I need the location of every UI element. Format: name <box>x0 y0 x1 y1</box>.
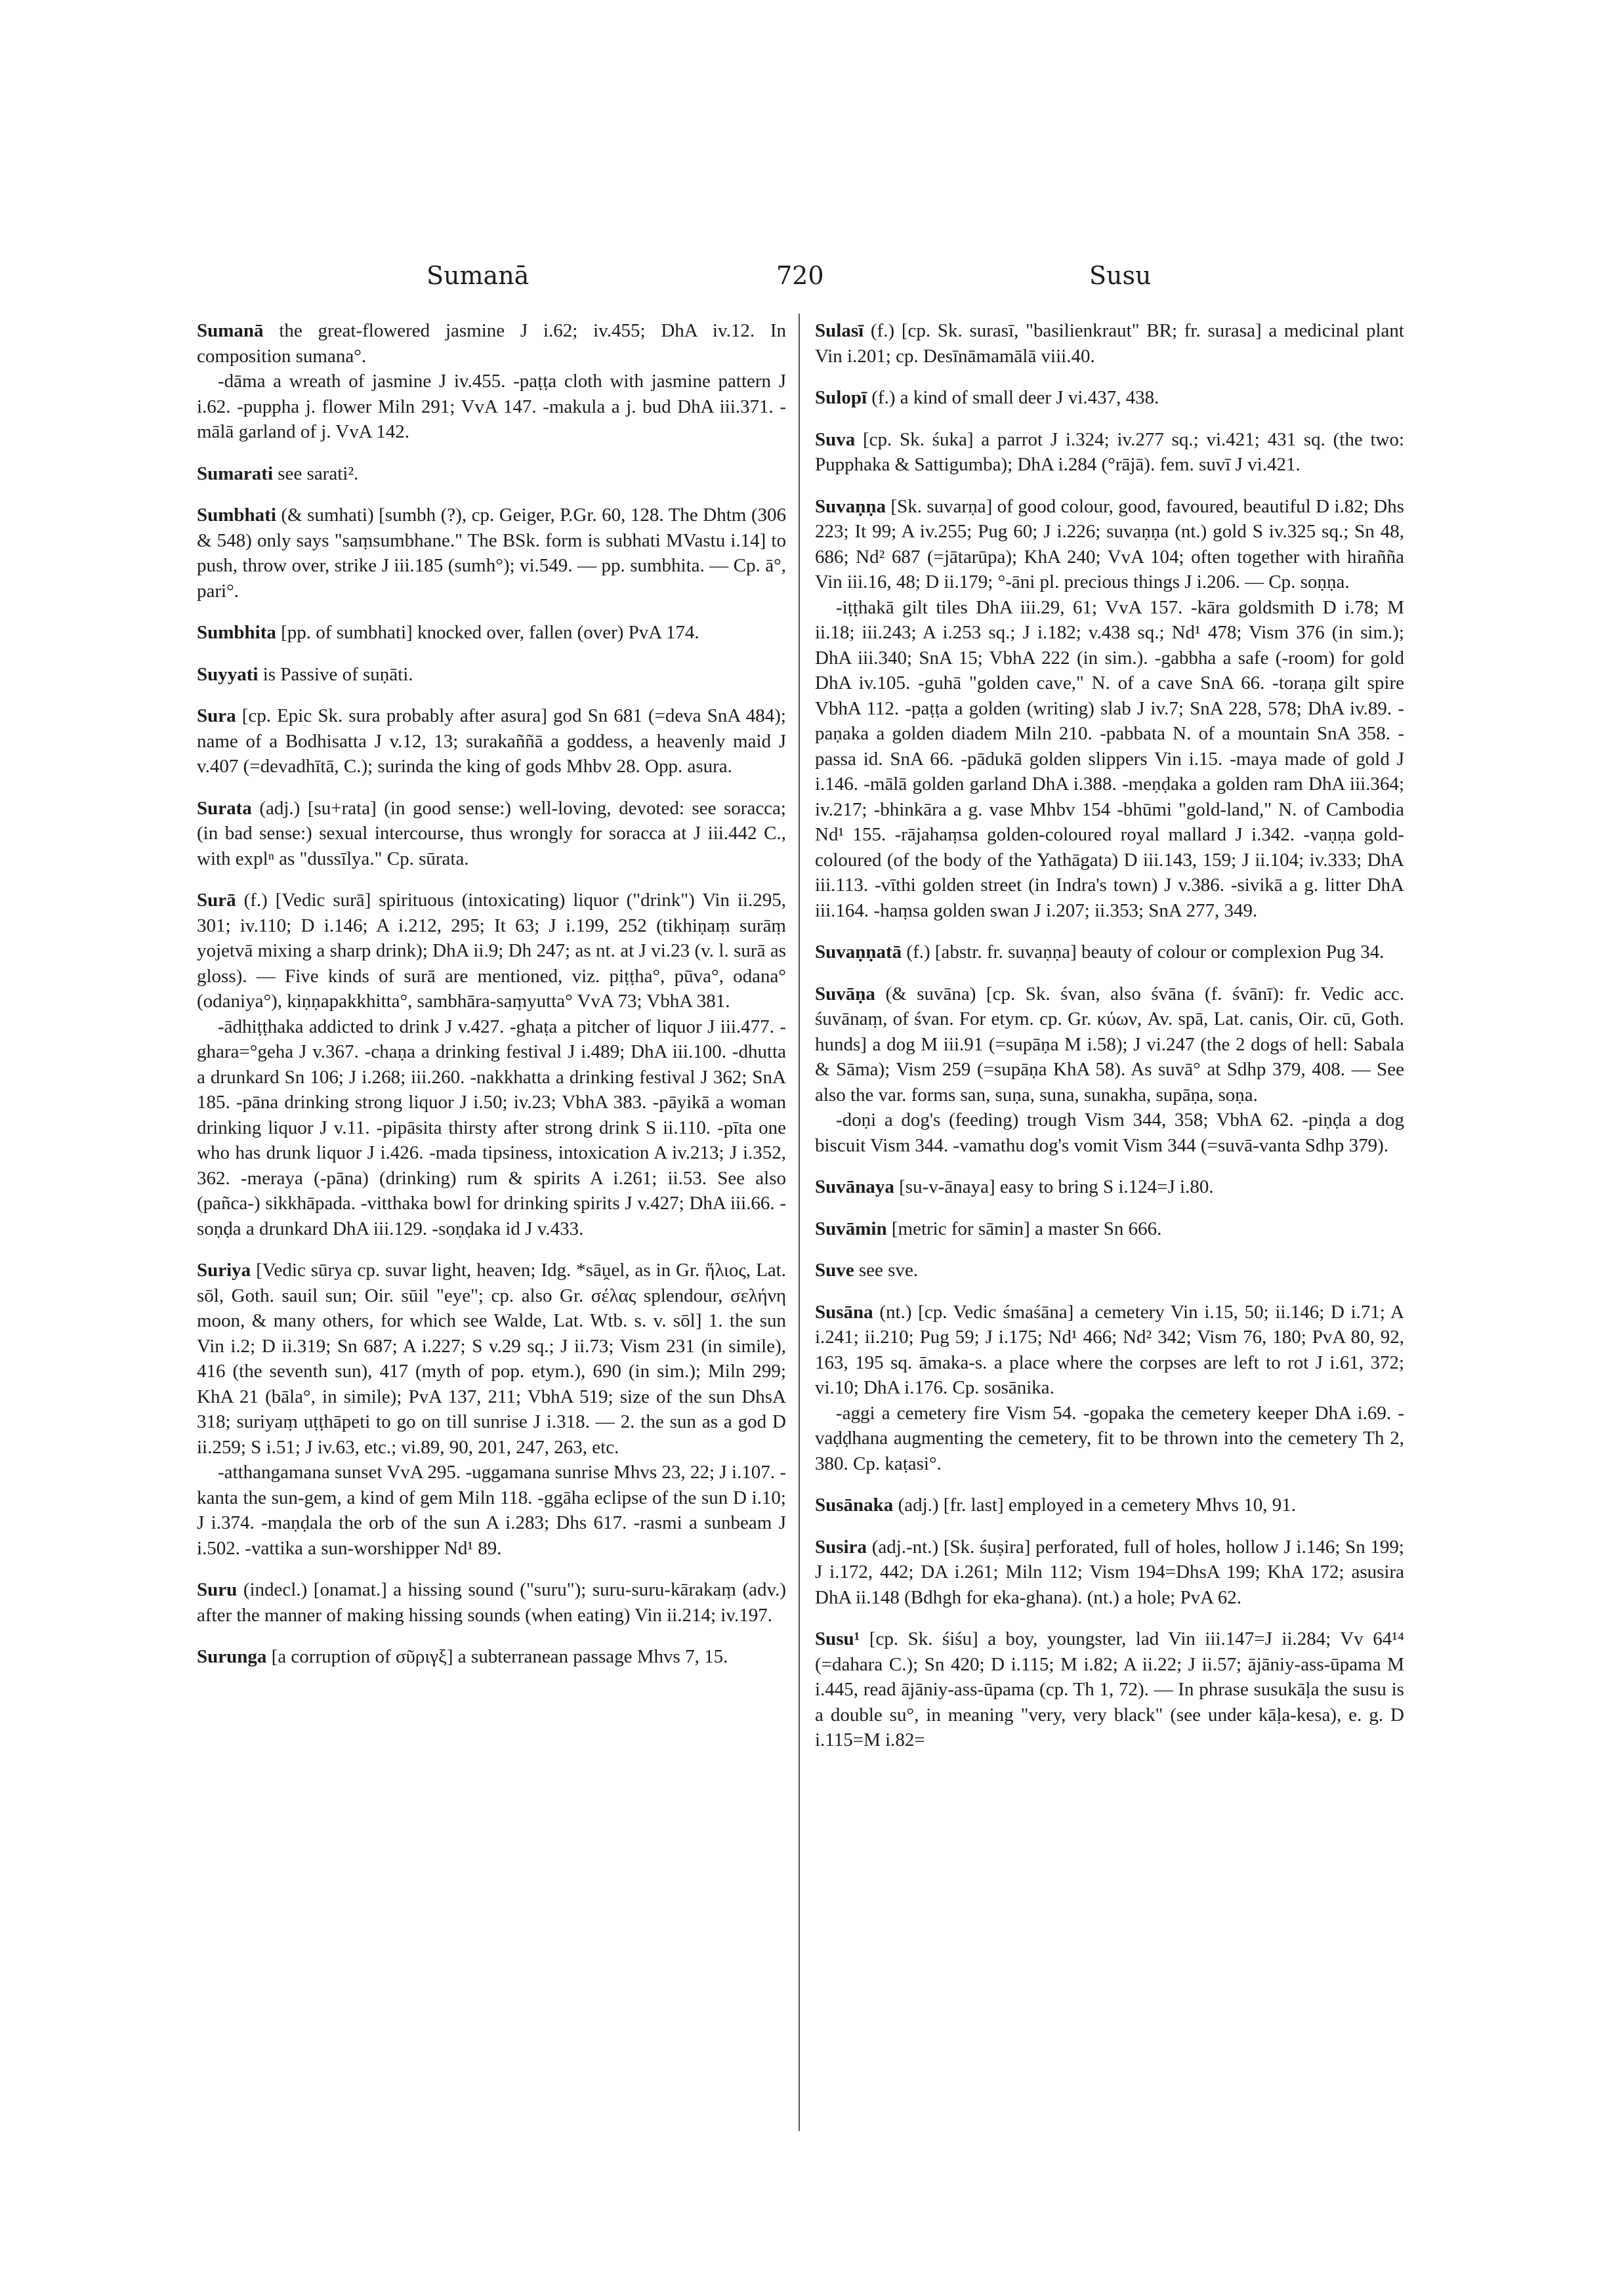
entry-headword: Suvāṇa <box>815 983 875 1004</box>
entry-definition: see sarati². <box>273 463 359 484</box>
entry-main-text <box>197 461 786 487</box>
dictionary-entry <box>197 662 786 688</box>
dictionary-entry <box>197 503 786 604</box>
dictionary-entry <box>197 1258 786 1561</box>
dictionary-entry <box>197 1644 786 1670</box>
entry-main-text <box>197 318 786 369</box>
entry-main-text <box>197 888 786 1014</box>
entry-compounds: -atthangamana sunset VvA 295. -uggamana sunrise Mhvs 23, 22; J i.107. -kanta the sun-gem, a kind of gem Miln 118. -ggāha eclipse of the sun D i.10; J i.374. -maṇḍala the orb of the sun A i.283; Dhs 617. -rasmi a sunbeam J i.502. -vattika a sun-worshipper Nd¹ 89. <box>197 1462 786 1559</box>
entry-headword: Suvaṇṇa <box>815 495 886 517</box>
entry-definition: (adj.) [su+rata] (in good sense:) well-loving, devoted: see soracca; (in bad sense:) sexual intercourse, thus wrongly for soracca at J iii.442 C., with explⁿ as "dussīlya." Cp. sūrata. <box>197 797 786 869</box>
entry-definition: [cp. Epic Sk. sura probably after asura] god Sn 681 (=deva SnA 484); name of a Bodhisatta J v.12, 13; surakaññā a goddess, a heavenly maid J v.407 (=devadhītā, C.); surinda the king of gods Mhbv 28. Opp. asura. <box>197 705 786 777</box>
entry-headword: Sulopī <box>815 387 867 408</box>
dictionary-entry <box>815 1258 1404 1283</box>
column-divider <box>799 314 800 2131</box>
entry-definition: (nt.) [cp. Vedic śmaśāna] a cemetery Vin i.15, 50; ii.146; D i.71; A i.241; ii.210; Pug 59; J i.175; Nd¹ 466; Nd² 342; Vism 76, 180; PvA 80, 92, 163, 195 sq. āmaka-s. a place where the corpses are left to rot J i.61, 372; vi.10; DhA i.176. Cp. sosānika. <box>815 1301 1404 1398</box>
entry-definition: [a corruption of σῦριγξ] a subterranean passage Mhvs 7, 15. <box>266 1646 728 1667</box>
entry-main-text <box>197 620 786 646</box>
entry-main-text <box>815 1174 1404 1200</box>
entry-headword: Sumbhati <box>197 505 276 526</box>
entry-headword: Susānaka <box>815 1495 894 1516</box>
entry-main-text <box>815 1493 1404 1518</box>
entry-definition: (adj.-nt.) [Sk. śuṣira] perforated, full of holes, hollow J i.146; Sn 199; J i.172, 442; DA i.261; Miln 112; Vism 194=DhsA 199; KhA 172; asusira DhA ii.148 (Bdhgh for eka-ghana). (nt.) a hole; PvA 62. <box>815 1536 1404 1608</box>
dictionary-entry <box>197 796 786 872</box>
entry-definition: (& suvāna) [cp. Sk. śvan, also śvāna (f. śvānī): fr. Vedic acc. śuvānaṃ, of śvan. For etym. cp. Gr. κύων, Av. spā, Lat. canis, Oir. cū, Goth. hunds] a dog M iii.91 (=supāṇa M i.58); J vi.247 (the 2 dogs of hell: Sabala & Sāma); Vism 259 (=supāṇa KhA 58). As suvā° at Sdhp 379, 408. — See also the var. forms san, suṇa, suna, sunakha, supāṇa, soṇa. <box>815 983 1404 1106</box>
entry-main-text <box>815 1300 1404 1401</box>
dictionary-entry <box>815 940 1404 965</box>
entry-main-text <box>197 796 786 872</box>
dictionary-entry <box>197 1577 786 1628</box>
entry-headword: Suru <box>197 1579 238 1600</box>
entry-definition: (f.) [Vedic surā] spirituous (intoxicating) liquor ("drink") Vin ii.295, 301; iv.110; D i.146; A i.212, 295; It 63; J i.199, 252 (tikhiṇaṃ surāṃ yojetvā mixing a sharp drink); DhA ii.9; Dh 247; as nt. at J vi.23 (v. l. surā as gloss). — Five kinds of surā are mentioned, viz. piṭṭha°, pūva°, odana° (odaniya°), kiṇṇapakkhitta°, sambhāra-saṃyutta° VvA 73; VbhA 381. <box>197 890 786 1012</box>
entry-headword: Surunga <box>197 1646 267 1667</box>
entry-headword: Susu¹ <box>815 1628 860 1649</box>
entry-definition: (& sumhati) [sumbh (?), cp. Geiger, P.Gr. 60, 128. The Dhtm (306 & 548) only says "saṃsumbhane." The BSk. form is subhati MVastu i.14] to push, throw over, strike J iii.185 (sumh°); vi.549. — pp. sumbhita. — Cp. ā°, pari°. <box>197 505 786 602</box>
entry-headword: Susāna <box>815 1301 873 1323</box>
entry-definition: [su-v-ānaya] easy to bring S i.124=J i.80. <box>894 1176 1214 1197</box>
entry-definition: (f.) a kind of small deer J vi.437, 438. <box>867 387 1159 408</box>
page-header <box>0 261 1624 300</box>
entry-headword: Surā <box>197 890 236 911</box>
entry-main-text <box>815 385 1404 411</box>
entry-definition: [cp. Sk. śiśu] a boy, youngster, lad Vin iii.147=J ii.284; Vv 64¹⁴ (=dahara C.); Sn 420; D i.115; M i.82; A ii.22; J ii.57; ājāniy-ass-ūpama M i.445, read ājāniy-ass-ūpama (cp. Th 1, 72). — In phrase susukāḷa the susu is a double su°, in meaning "very, very black" (see under kāḷa-kesa), e. g. D i.115=M i.82= <box>815 1628 1404 1750</box>
entry-headword: Suve <box>815 1260 854 1281</box>
entry-main-text <box>815 427 1404 478</box>
entry-definition: (f.) [cp. Sk. surasī, "basilienkraut" BR; fr. surasa] a medicinal plant Vin i.201; cp. Desīnāmamālā viii.40. <box>815 320 1404 367</box>
entry-main-text <box>815 1258 1404 1283</box>
dictionary-entry <box>815 427 1404 478</box>
entry-headword: Surata <box>197 797 252 819</box>
entry-main-text <box>197 703 786 779</box>
dictionary-entry <box>815 1174 1404 1200</box>
dictionary-entry <box>815 1493 1404 1518</box>
dictionary-entry <box>815 494 1404 924</box>
entry-main-text <box>197 662 786 688</box>
entry-headword: Suyyati <box>197 663 259 685</box>
dictionary-entry <box>197 461 786 487</box>
entry-compounds: -dāma a wreath of jasmine J iv.455. -paṭṭa cloth with jasmine pattern J i.62. -puppha j. flower Miln 291; VvA 147. -makula a j. bud DhA iii.371. -mālā garland of j. VvA 142. <box>197 371 786 442</box>
page-number: 720 <box>776 261 824 290</box>
entry-main-text <box>197 1644 786 1670</box>
dictionary-entry <box>197 620 786 646</box>
entry-definition: [metric for sāmin] a master Sn 666. <box>886 1218 1162 1239</box>
entry-headword: Sumbhita <box>197 622 276 643</box>
header-left-word: Sumanā <box>427 261 530 290</box>
entry-main-text <box>815 1626 1404 1753</box>
right-column <box>815 318 1404 1769</box>
entry-definition: see sve. <box>854 1260 919 1281</box>
dictionary-entry <box>815 1626 1404 1753</box>
entry-compounds: -ādhiṭṭhaka addicted to drink J v.427. -ghaṭa a pitcher of liquor J iii.477. -ghara=°geha J v.367. -chaṇa a drinking festival J i.489; DhA iii.100. -dhutta a drunkard Sn 106; J i.268; iii.260. -nakkhatta a drinking festival J 362; SnA 185. -pāna drinking strong liquor J i.50; iv.23; VbhA 383. -pāyikā a woman drinking liquor J v.11. -pipāsita thirsty after strong drink S ii.110. -pīta one who has drunk liquor J i.426. -mada tipsiness, intoxication A iv.213; J i.352, 362. -meraya (-pāna) (drinking) rum & spirits A i.261; ii.53. See also (pañca-) sikkhāpada. -vitthaka bowl for drinking spirits J v.427; DhA iii.66. -soṇḍa a drunkard DhA iii.129. -soṇḍaka id J v.433. <box>197 1016 786 1239</box>
dictionary-entry <box>197 318 786 445</box>
entry-compounds: -doṇi a dog's (feeding) trough Vism 344, 358; VbhA 62. -piṇḍa a dog biscuit Vism 344. -vamathu dog's vomit Vism 344 (=suvā-vanta Sdhp 379). <box>815 1109 1404 1156</box>
entry-main-text <box>815 1216 1404 1242</box>
entry-main-text <box>815 1535 1404 1611</box>
entry-headword: Sulasī <box>815 320 864 341</box>
entry-main-text <box>815 940 1404 965</box>
entry-headword: Suriya <box>197 1260 251 1281</box>
entry-main-text <box>815 494 1404 595</box>
entry-headword: Suvāmin <box>815 1218 887 1239</box>
entry-definition: [Vedic sūrya cp. suvar light, heaven; Idg. *sāṷel, as in Gr. ἥλιος, Lat. sōl, Goth. sauil sun; Oir. sūil "eye"; cp. also Gr. σέλας splendour, σελήνη moon, & many others, for which see Walde, Lat. Wtb. s. v. sōl] 1. the sun Vin i.2; D ii.319; Sn 687; A i.227; S v.29 sq.; J ii.73; Vism 231 (in simile), 416 (the seventh sun), 417 (myth of pop. etym.), 690 (in sim.); Miln 299; KhA 21 (bāla°, in simile); PvA 137, 211; VbhA 519; size of the sun DhsA 318; suriyaṃ uṭṭhāpeti to go on till sunrise J i.318. — 2. the sun as a god D ii.259; S i.51; J iv.63, etc.; vi.89, 90, 201, 247, 263, etc. <box>197 1260 786 1458</box>
entry-headword: Sumarati <box>197 463 273 484</box>
dictionary-entry <box>815 318 1404 369</box>
dictionary-entry <box>815 1535 1404 1611</box>
entry-headword: Sumanā <box>197 320 264 341</box>
dictionary-entry <box>815 1216 1404 1242</box>
entry-main-text <box>197 1258 786 1460</box>
entry-definition: the great-flowered jasmine J i.62; iv.455; DhA iv.12. In composition sumana°. <box>197 320 786 367</box>
entry-definition: (adj.) [fr. last] employed in a cemetery Mhvs 10, 91. <box>893 1495 1296 1516</box>
entry-main-text <box>197 1577 786 1628</box>
entry-main-text <box>815 982 1404 1108</box>
dictionary-entry <box>197 703 786 779</box>
entry-main-text <box>197 503 786 604</box>
entry-headword: Suvaṇṇatā <box>815 941 902 962</box>
entry-definition: is Passive of suṇāti. <box>258 663 413 685</box>
entry-headword: Susira <box>815 1536 867 1558</box>
dictionary-entry <box>815 1300 1404 1477</box>
entry-compounds: -aggi a cemetery fire Vism 54. -gopaka the cemetery keeper DhA i.69. -vaḍḍhana augmenting the cemetery, fit to be thrown into the cemetery Th 2, 380. Cp. kaṭasi°. <box>815 1402 1404 1474</box>
entry-headword: Sura <box>197 705 236 726</box>
entry-definition: (f.) [abstr. fr. suvaṇṇa] beauty of colour or complexion Pug 34. <box>902 941 1385 962</box>
entry-definition: [pp. of sumbhati] knocked over, fallen (over) PvA 174. <box>276 622 699 643</box>
dictionary-entry <box>815 385 1404 411</box>
entry-headword: Suva <box>815 428 856 450</box>
dictionary-entry <box>197 888 786 1241</box>
entry-headword: Suvānaya <box>815 1176 894 1197</box>
entry-main-text <box>815 318 1404 369</box>
entry-definition: [Sk. suvarṇa] of good colour, good, favoured, beautiful D i.82; Dhs 223; It 99; A iv.255; Pug 60; J i.226; suvaṇṇa (nt.) gold S iv.325 sq.; Sn 48, 686; Nd² 687 (=jātarūpa); KhA 240; VvA 104; often together with hirañña Vin iii.16, 48; D ii.179; °-āni pl. precious things J i.206. — Cp. soṇṇa. <box>815 495 1404 592</box>
entry-definition: [cp. Sk. śuka] a parrot J i.324; iv.277 sq.; vi.421; 431 sq. (the two: Pupphaka & Sattigumba); DhA i.284 (°rājā). fem. suvī J vi.421. <box>815 428 1404 475</box>
dictionary-entry <box>815 982 1404 1159</box>
entry-compounds: -iṭṭhakā gilt tiles DhA iii.29, 61; VvA 157. -kāra goldsmith D i.78; M ii.18; iii.243; A i.253 sq.; J i.182; v.438 sq.; Nd¹ 478; Vism 376 (in sim.); DhA iii.340; SnA 15; VbhA 222 (in sim.). -gabbha a safe (-room) for gold DhA iv.105. -guhā "golden cave," N. of a cave SnA 66. -toraṇa gilt spire VbhA 112. -paṭṭa a golden (writing) slab J iv.7; SnA 228, 578; DhA iv.89. -paṇaka a golden diadem Miln 210. -pabbata N. of a mountain SnA 358. -passa id. SnA 66. -pādukā golden slippers Vin i.15. -maya made of gold J i.146. -mālā golden garland DhA i.388. -meṇḍaka a golden ram DhA iii.364; iv.217; -bhinkāra a g. vase Mhbv 154 -bhūmi "gold-land," N. of Cambodia Nd¹ 155. -rājahaṃsa golden-coloured royal mallard J i.342. -vaṇṇa gold-coloured (of the body of the Yathāgata) D iii.143, 159; J ii.104; iv.333; DhA iii.113. -vīthi golden street (in Indra's town) J v.386. -sivikā a g. litter DhA iii.164. -haṃsa golden swan J i.207; ii.353; SnA 277, 349. <box>815 596 1404 921</box>
header-right-word: Susu <box>1089 261 1152 290</box>
entry-definition: (indecl.) [onamat.] a hissing sound ("suru"); suru-suru-kārakaṃ (adv.) after the manner of making hissing sounds (when eating) Vin ii.214; iv.197. <box>197 1579 786 1626</box>
left-column <box>197 318 786 1686</box>
